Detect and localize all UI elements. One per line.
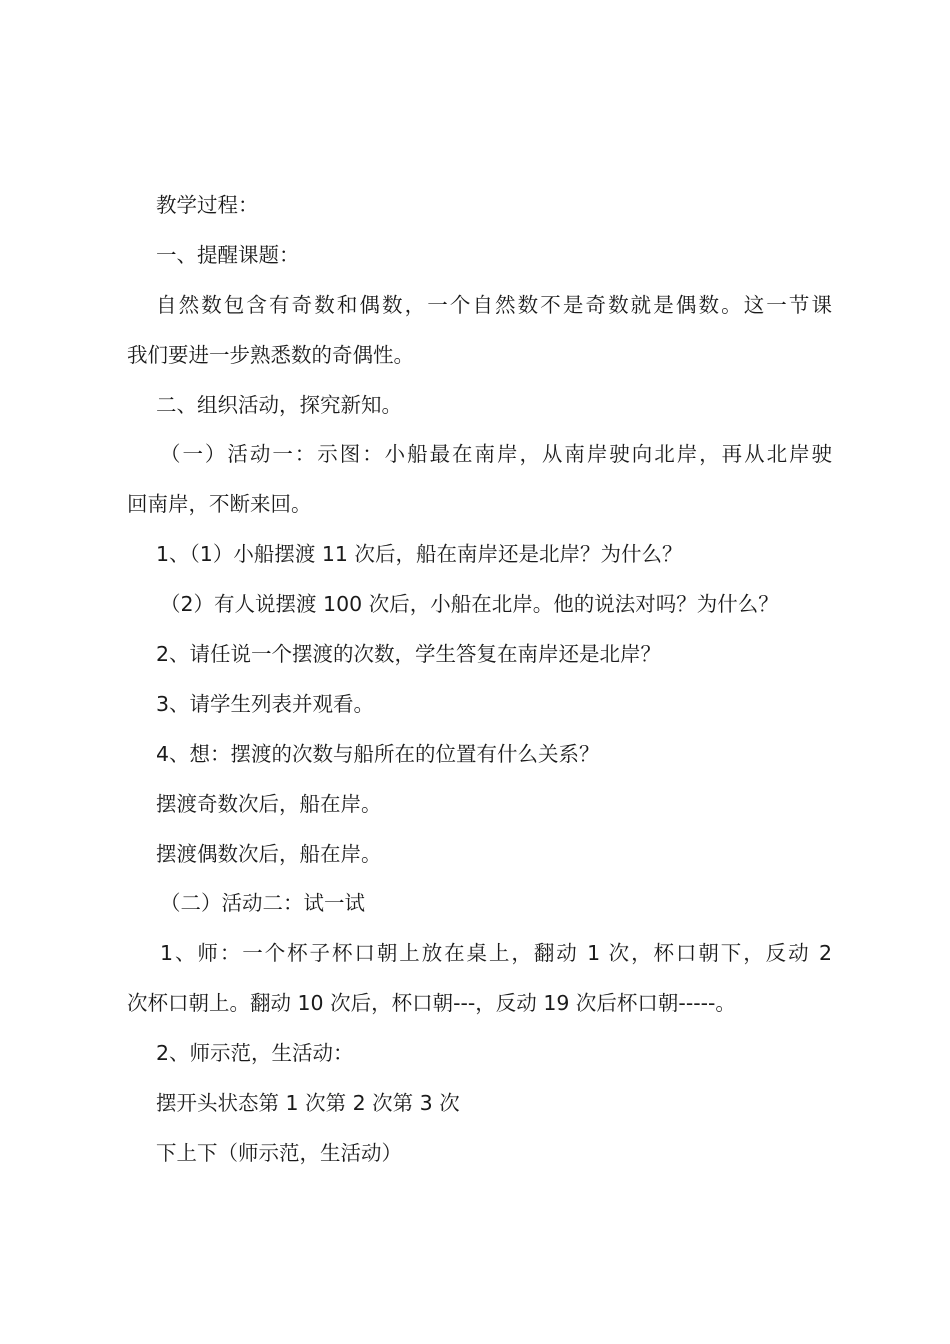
paragraph-line: 2、师示范，生活动： (156, 1041, 354, 1066)
answer-line: 摆渡奇数次后，船在岸。 (156, 791, 382, 816)
question-line: 3、请学生列表并观看。 (156, 691, 375, 716)
document-body (127, 181, 832, 1179)
heading-topic-intro: 一、提醒课题： (156, 242, 300, 267)
question-line: 1、（1）小船摆渡 11 次后，船在南岸还是北岸？为什么？ (156, 542, 683, 567)
paragraph-line: 1、师：一个杯子杯口朝上放在桌上，翻动 1 次，杯口朝下，反动 2 (160, 941, 832, 966)
question-line: 2、请任说一个摆渡的次数，学生答复在南岸还是北岸？ (156, 642, 662, 667)
question-line: 4、想：摆渡的次数与船所在的位置有什么关系？ (156, 741, 600, 766)
paragraph-line: 摆开头状态第 1 次第 2 次第 3 次 (156, 1091, 460, 1116)
heading-activity-two: （二）活动二：试一试 (160, 891, 365, 916)
paragraph-line: 次杯口朝上。翻动 10 次后，杯口朝---，反动 19 次后杯口朝-----。 (127, 991, 736, 1016)
paragraph-line: 下上下（师示范，生活动） (156, 1140, 402, 1165)
answer-line: 摆渡偶数次后，船在岸。 (156, 841, 382, 866)
paragraph-line: 我们要进一步熟悉数的奇偶性。 (127, 342, 414, 367)
paragraph-line: 回南岸，不断来回。 (127, 492, 312, 517)
paragraph-line: 自然数包含有奇数和偶数，一个自然数不是奇数就是偶数。这一节课 (156, 292, 832, 317)
heading-activities: 二、组织活动，探究新知。 (156, 392, 402, 417)
question-line: （2）有人说摆渡 100 次后，小船在北岸。他的说法对吗？为什么？ (160, 592, 779, 617)
section-heading-teaching-process: 教学过程： (156, 193, 259, 217)
paragraph-line: （一）活动一：示图：小船最在南岸，从南岸驶向北岸，再从北岸驶 (160, 442, 832, 467)
